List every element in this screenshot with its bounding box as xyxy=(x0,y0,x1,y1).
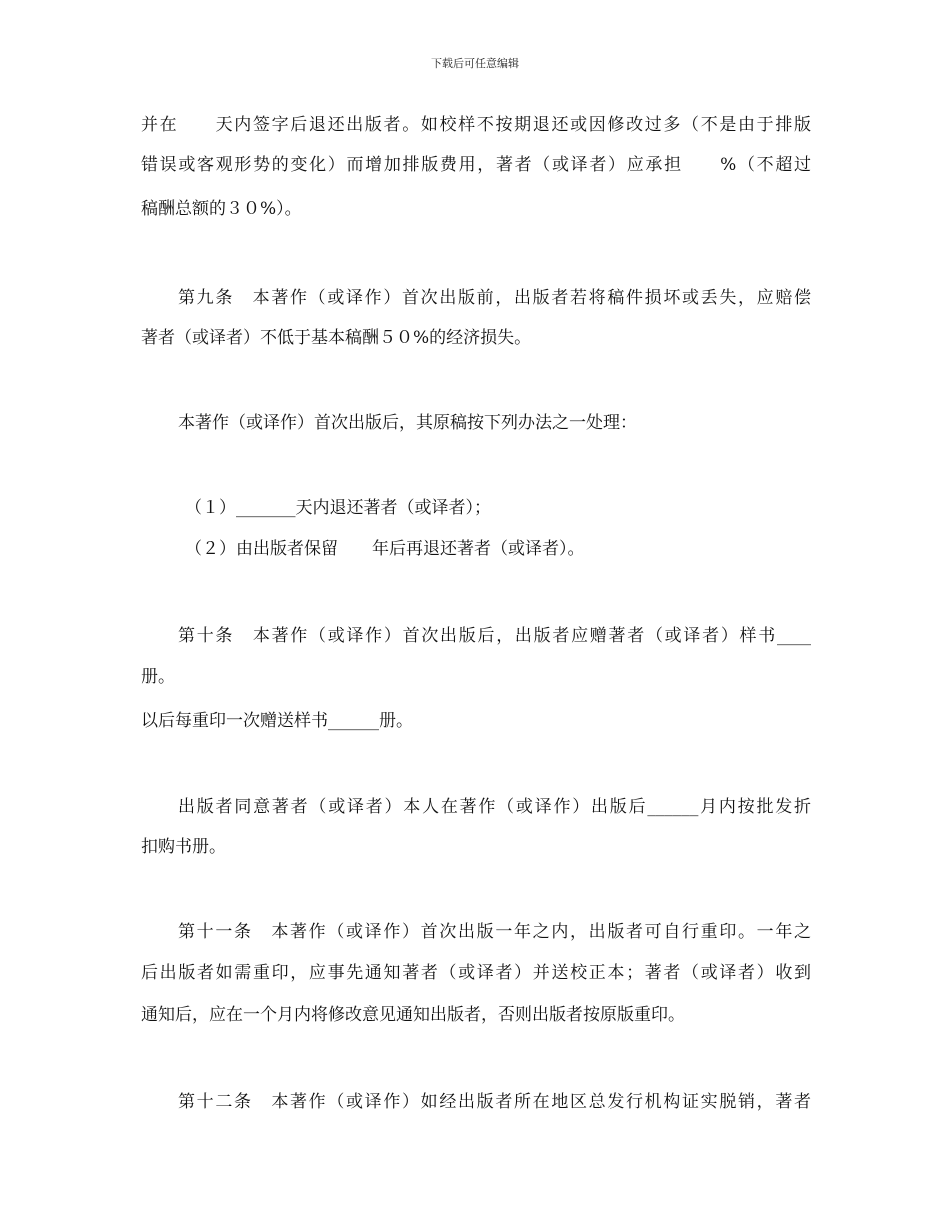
article-11-line: 第十一条 本著作（或译作）首次出版一年之内，出版者可自行重印。一年之 xyxy=(178,922,811,942)
paragraph-line: 扣购书册。 xyxy=(141,837,226,857)
paragraph-line: 出版者同意著者（或译者）本人在著作（或译作）出版后______月内按批发折 xyxy=(178,797,811,817)
list-item: （２）由出版者保留 年后再退还著者（或译者）。 xyxy=(185,539,585,559)
paragraph-line: 本著作（或译作）首次出版后，其原稿按下列办法之一处理： xyxy=(178,413,637,433)
paragraph-line: 后出版者如需重印，应事先通知著者（或译者）并送校正本；著者（或译者）收到 xyxy=(141,963,811,983)
paragraph-line: 错误或客观形势的变化）而增加排版费用，著者（或译者）应承担 %（不超过 xyxy=(141,155,811,175)
paragraph-line: 册。 xyxy=(141,667,175,687)
article-9-line: 第九条 本著作（或译作）首次出版前，出版者若将稿件损坏或丢失，应赔偿 xyxy=(178,288,811,308)
list-item: （１）_______天内退还著者（或译者）； xyxy=(185,498,491,518)
paragraph-line: 并在 天内签字后退还出版者。如校样不按期退还或因修改过多（不是由于排版 xyxy=(141,115,811,135)
paragraph-line: 以后每重印一次赠送样书______册。 xyxy=(141,711,413,731)
article-12-line: 第十二条 本著作（或译作）如经出版者所在地区总发行机构证实脱销，著者 xyxy=(178,1092,811,1112)
paragraph-line: 稿酬总额的３０%）。 xyxy=(141,199,302,219)
paragraph-line: 通知后，应在一个月内将修改意见通知出版者，否则出版者按原版重印。 xyxy=(141,1005,685,1025)
paragraph-line: 著者（或译者）不低于基本稿酬５０%的经济损失。 xyxy=(141,328,532,348)
article-10-line: 第十条 本著作（或译作）首次出版后，出版者应赠著者（或译者）样书____ xyxy=(178,626,811,646)
page-header: 下载后可任意编辑 xyxy=(431,57,519,70)
